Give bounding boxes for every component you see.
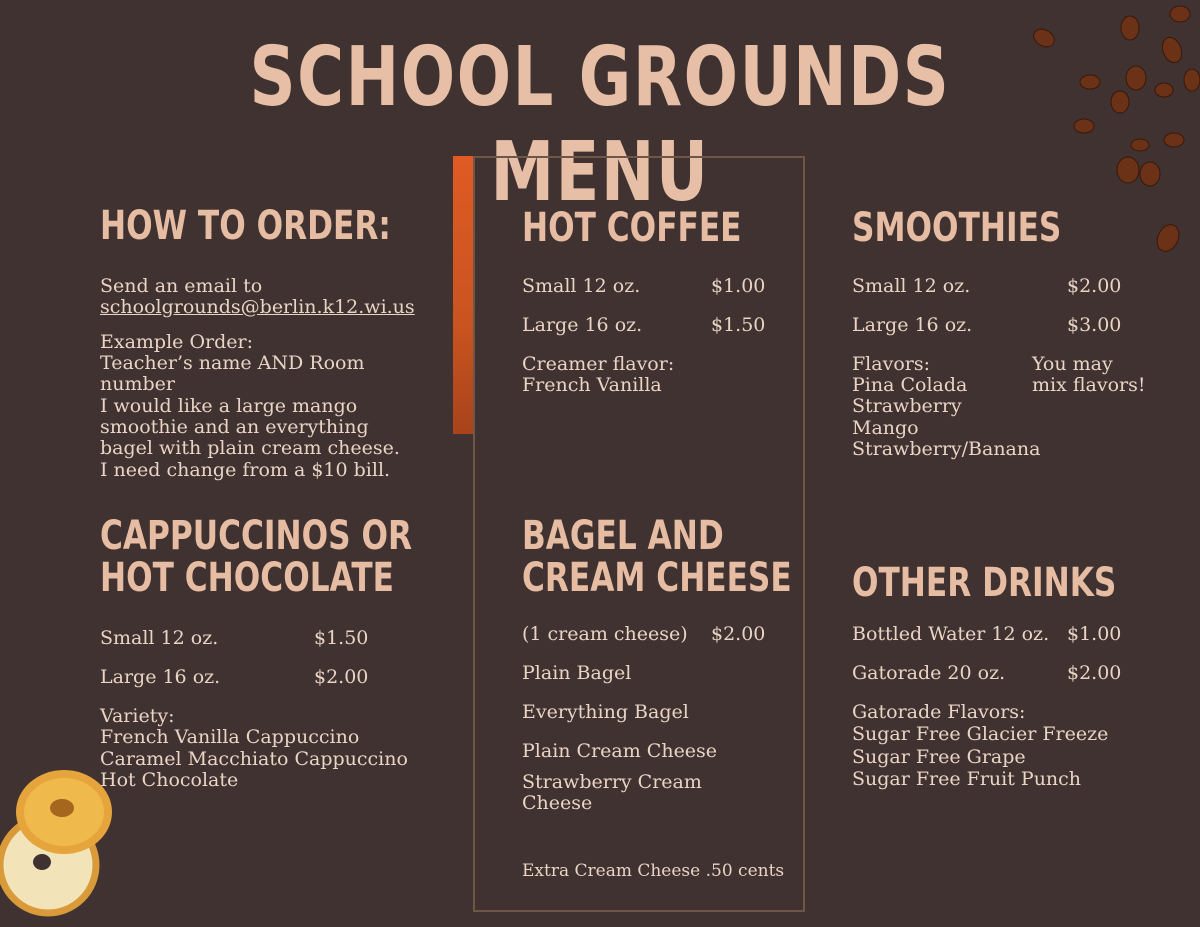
menu-item-price: $2.00 (711, 623, 766, 645)
mix-flavors-note: You may (1032, 353, 1113, 375)
flavor-item: Strawberry/Banana (852, 438, 1041, 460)
menu-item-name: Large 16 oz. (100, 666, 221, 688)
flavor-item: Sugar Free Grape (852, 746, 1026, 768)
example-order-line: smoothie and an everything (100, 416, 369, 438)
flavor-item: Sugar Free Fruit Punch (852, 768, 1082, 790)
page-title: SCHOOL GROUNDS MENU (249, 30, 951, 220)
flavor-item: Pina Colada (852, 374, 968, 396)
example-order-line: I need change from a $10 bill. (100, 459, 391, 481)
menu-item-price: $3.00 (1067, 314, 1122, 336)
bagel-heading: CREAM CHEESE (522, 555, 792, 601)
example-order-line: number (100, 373, 175, 395)
example-order-line: bagel with plain cream cheese. (100, 437, 400, 459)
creamer-value: French Vanilla (522, 374, 662, 396)
how-to-order-line: Send an email to (100, 275, 263, 297)
menu-item-name: Gatorade 20 oz. (852, 662, 1006, 684)
menu-item-price: $2.00 (1067, 275, 1122, 297)
mix-flavors-note: mix flavors! (1032, 374, 1146, 396)
menu-item-name: Cheese (522, 792, 593, 814)
menu-item-price: $1.00 (711, 275, 766, 297)
how-to-order-heading: HOW TO ORDER: (100, 203, 391, 249)
menu-item-price: $1.50 (711, 314, 766, 336)
menu-item-price: $2.00 (1067, 662, 1122, 684)
menu-item-name: Bottled Water 12 oz. (852, 623, 1050, 645)
creamer-label: Creamer flavor: (522, 353, 675, 375)
variety-label: Variety: (100, 705, 175, 727)
other-drinks-heading: OTHER DRINKS (852, 560, 1117, 606)
menu-item-name: Small 12 oz. (852, 275, 971, 297)
example-order-label: Example Order: (100, 331, 254, 353)
menu-item-name: Small 12 oz. (100, 627, 219, 649)
extra-cream-cheese-note: Extra Cream Cheese .50 cents (522, 861, 785, 881)
flavor-item: Sugar Free Glacier Freeze (852, 723, 1109, 745)
menu-item-name: Plain Cream Cheese (522, 740, 718, 762)
variety-item: Hot Chocolate (100, 769, 239, 791)
accent-bar (453, 156, 473, 434)
menu-item-name: Small 12 oz. (522, 275, 641, 297)
variety-item: French Vanilla Cappuccino (100, 726, 360, 748)
order-email-link[interactable]: schoolgrounds@berlin.k12.wi.us (100, 296, 415, 318)
menu-item-name: Plain Bagel (522, 662, 632, 684)
menu-item-price: $1.50 (314, 627, 369, 649)
flavor-item: Strawberry (852, 395, 962, 417)
menu-item-name: Strawberry Cream (522, 771, 702, 793)
gatorade-flavors-label: Gatorade Flavors: (852, 701, 1026, 723)
cappuccinos-heading: CAPPUCCINOS OR (100, 513, 413, 559)
bagel-heading: BAGEL AND (522, 513, 724, 559)
smoothies-heading: SMOOTHIES (852, 205, 1062, 251)
cappuccinos-heading: HOT CHOCOLATE (100, 555, 394, 601)
variety-item: Caramel Macchiato Cappuccino (100, 748, 408, 770)
example-order-line: Teacher’s name AND Room (100, 352, 365, 374)
menu-item-name: Large 16 oz. (522, 314, 643, 336)
menu-item-price: $1.00 (1067, 623, 1122, 645)
menu-item-name: (1 cream cheese) (522, 623, 688, 645)
menu-item-name: Everything Bagel (522, 701, 689, 723)
example-order-line: I would like a large mango (100, 395, 358, 417)
flavors-label: Flavors: (852, 353, 930, 375)
hot-coffee-heading: HOT COFFEE (522, 205, 742, 251)
flavor-item: Mango (852, 417, 919, 439)
menu-item-price: $2.00 (314, 666, 369, 688)
menu-item-name: Large 16 oz. (852, 314, 973, 336)
